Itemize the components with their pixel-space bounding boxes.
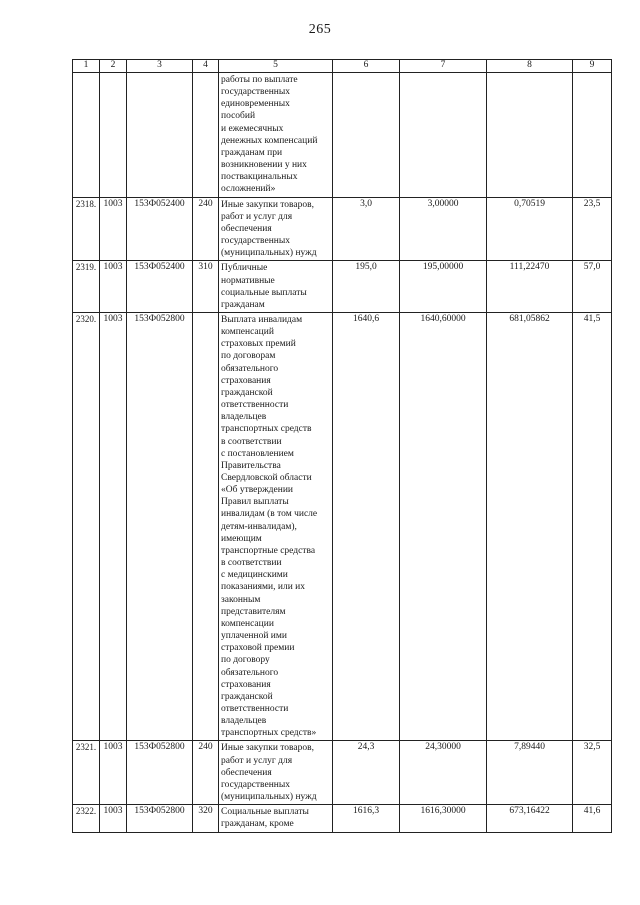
description-line: транспортных средств: [221, 424, 312, 435]
description-line: инвалидам (в том числе: [221, 509, 318, 520]
section-code: 1003: [100, 197, 127, 261]
page-number: 265: [308, 22, 332, 37]
column-header: 9: [573, 60, 612, 73]
budget-table: [72, 59, 612, 833]
description-line: единовременных: [221, 99, 290, 110]
row-number: 2322.: [73, 805, 100, 832]
description-line: осложнений»: [221, 184, 276, 195]
description-line: страхования: [221, 375, 271, 386]
column-header: 7: [400, 60, 487, 73]
expense-type-code: 240: [193, 741, 219, 805]
column-header: 4: [193, 60, 219, 73]
row-description: [219, 197, 333, 261]
target-article-code: [127, 73, 193, 198]
amount-col8: 7,89440: [487, 741, 573, 805]
description-line: гражданской: [221, 387, 273, 398]
description-line: (муниципальных) нужд: [221, 248, 317, 259]
row-number: 2318.: [73, 197, 100, 261]
target-article-code: 153Ф052800: [127, 741, 193, 805]
description-line: с медицинскими: [221, 570, 288, 581]
description-line: в соответствии: [221, 558, 282, 569]
amount-col7: 1640,60000: [400, 312, 487, 740]
expense-type-code: 320: [193, 805, 219, 832]
expense-type-code: [193, 73, 219, 198]
row-number: 2320.: [73, 312, 100, 740]
table-row: [73, 312, 612, 740]
description-line: поствакцинальных: [221, 172, 298, 183]
description-line: работ и услуг для: [221, 755, 293, 766]
row-number: 2319.: [73, 261, 100, 313]
description-line: уплаченной ими: [221, 631, 287, 642]
column-header: 3: [127, 60, 193, 73]
percent-col9: 32,5: [573, 741, 612, 805]
amount-col8: 111,22470: [487, 261, 573, 313]
section-code: 1003: [100, 741, 127, 805]
description-line: гражданам при: [221, 147, 283, 158]
amount-col6: [333, 73, 400, 198]
description-line: страховой премии: [221, 643, 295, 654]
description-line: ответственности: [221, 703, 289, 714]
description-line: обеспечения: [221, 223, 272, 234]
amount-col7: 1616,30000: [400, 805, 487, 832]
description-line: владельцев: [221, 412, 267, 423]
description-line: Выплата инвалидам: [221, 314, 303, 325]
description-line: работы по выплате: [221, 75, 298, 85]
target-article-code: 153Ф052800: [127, 805, 193, 832]
description-line: в соответствии: [221, 436, 282, 447]
section-code: 1003: [100, 261, 127, 313]
amount-col7: 24,30000: [400, 741, 487, 805]
description-line: Иные закупки товаров,: [221, 743, 314, 754]
description-line: обязательного: [221, 667, 279, 678]
description-line: нормативные: [221, 275, 275, 286]
target-article-code: 153Ф052800: [127, 312, 193, 740]
row-description: [219, 73, 333, 198]
description-line: пособий: [221, 111, 256, 122]
amount-col8: 673,16422: [487, 805, 573, 832]
amount-col6: 24,3: [333, 741, 400, 805]
column-header: 8: [487, 60, 573, 73]
amount-col7: 195,00000: [400, 261, 487, 313]
description-line: по договору: [221, 655, 270, 666]
description-line: представителям: [221, 606, 286, 617]
description-line: работ и услуг для: [221, 211, 293, 222]
table-row: [73, 197, 612, 261]
header-row: [73, 60, 612, 73]
description-line: государственных: [221, 236, 291, 247]
amount-col7: [400, 73, 487, 198]
row-description: [219, 741, 333, 805]
expense-type-code: 240: [193, 197, 219, 261]
description-line: денежных компенсаций: [221, 135, 318, 146]
amount-col6: 1640,6: [333, 312, 400, 740]
description-line: Публичные: [221, 263, 268, 274]
section-code: 1003: [100, 312, 127, 740]
amount-col7: 3,00000: [400, 197, 487, 261]
column-header: 6: [333, 60, 400, 73]
row-description: [219, 261, 333, 313]
section-code: 1003: [100, 805, 127, 832]
percent-col9: [573, 73, 612, 198]
amount-col6: 195,0: [333, 261, 400, 313]
description-line: с постановлением: [221, 448, 294, 459]
description-line: ответственности: [221, 400, 289, 411]
description-line: транспортных средств»: [221, 728, 317, 739]
description-line: гражданам: [221, 299, 265, 310]
percent-col9: 41,6: [573, 805, 612, 832]
description-line: Свердловской области: [221, 473, 312, 483]
description-line: компенсаций: [221, 327, 274, 338]
column-header: 5: [219, 60, 333, 73]
description-line: гражданской: [221, 691, 273, 702]
percent-col9: 41,5: [573, 312, 612, 740]
description-line: (муниципальных) нужд: [221, 792, 317, 803]
target-article-code: 153Ф052400: [127, 261, 193, 313]
description-line: по договорам: [221, 351, 276, 362]
amount-col8: 0,70519: [487, 197, 573, 261]
description-line: гражданам, кроме: [221, 819, 294, 830]
amount-col6: 3,0: [333, 197, 400, 261]
description-line: компенсации: [221, 618, 274, 629]
description-line: транспортные средства: [221, 545, 316, 556]
description-line: обеспечения: [221, 767, 272, 778]
description-line: страхования: [221, 679, 271, 690]
description-line: детям-инвалидам),: [221, 521, 297, 532]
description-line: имеющим: [221, 533, 262, 544]
description-line: «Об утверждении: [221, 485, 293, 496]
row-description: [219, 312, 333, 740]
description-line: показаниями, или их: [221, 582, 305, 593]
description-line: возникновении у них: [221, 160, 307, 171]
table-row: [73, 805, 612, 832]
description-line: Правительства: [221, 460, 281, 471]
target-article-code: 153Ф052400: [127, 197, 193, 261]
amount-col8: 681,05862: [487, 312, 573, 740]
table-row: [73, 261, 612, 313]
description-line: владельцев: [221, 716, 267, 727]
description-line: Иные закупки товаров,: [221, 199, 314, 210]
description-line: государственных: [221, 87, 291, 98]
description-line: социальные выплаты: [221, 287, 307, 298]
expense-type-code: [193, 312, 219, 740]
description-line: и ежемесячных: [221, 123, 284, 134]
description-line: Социальные выплаты: [221, 807, 309, 818]
amount-col6: 1616,3: [333, 805, 400, 832]
row-description: [219, 805, 333, 832]
column-header: 1: [73, 60, 100, 73]
column-header: 2: [100, 60, 127, 73]
amount-col8: [487, 73, 573, 198]
percent-col9: 23,5: [573, 197, 612, 261]
percent-col9: 57,0: [573, 261, 612, 313]
description-line: страховых премий: [221, 339, 296, 350]
section-code: [100, 73, 127, 198]
table-body: [73, 73, 612, 833]
description-line: законным: [221, 594, 261, 605]
description-line: государственных: [221, 779, 291, 790]
row-number: [73, 73, 100, 198]
description-line: обязательного: [221, 363, 279, 374]
table-row: [73, 73, 612, 198]
description-line: Правил выплаты: [221, 497, 289, 508]
expense-type-code: 310: [193, 261, 219, 313]
row-number: 2321.: [73, 741, 100, 805]
table-row: [73, 741, 612, 805]
